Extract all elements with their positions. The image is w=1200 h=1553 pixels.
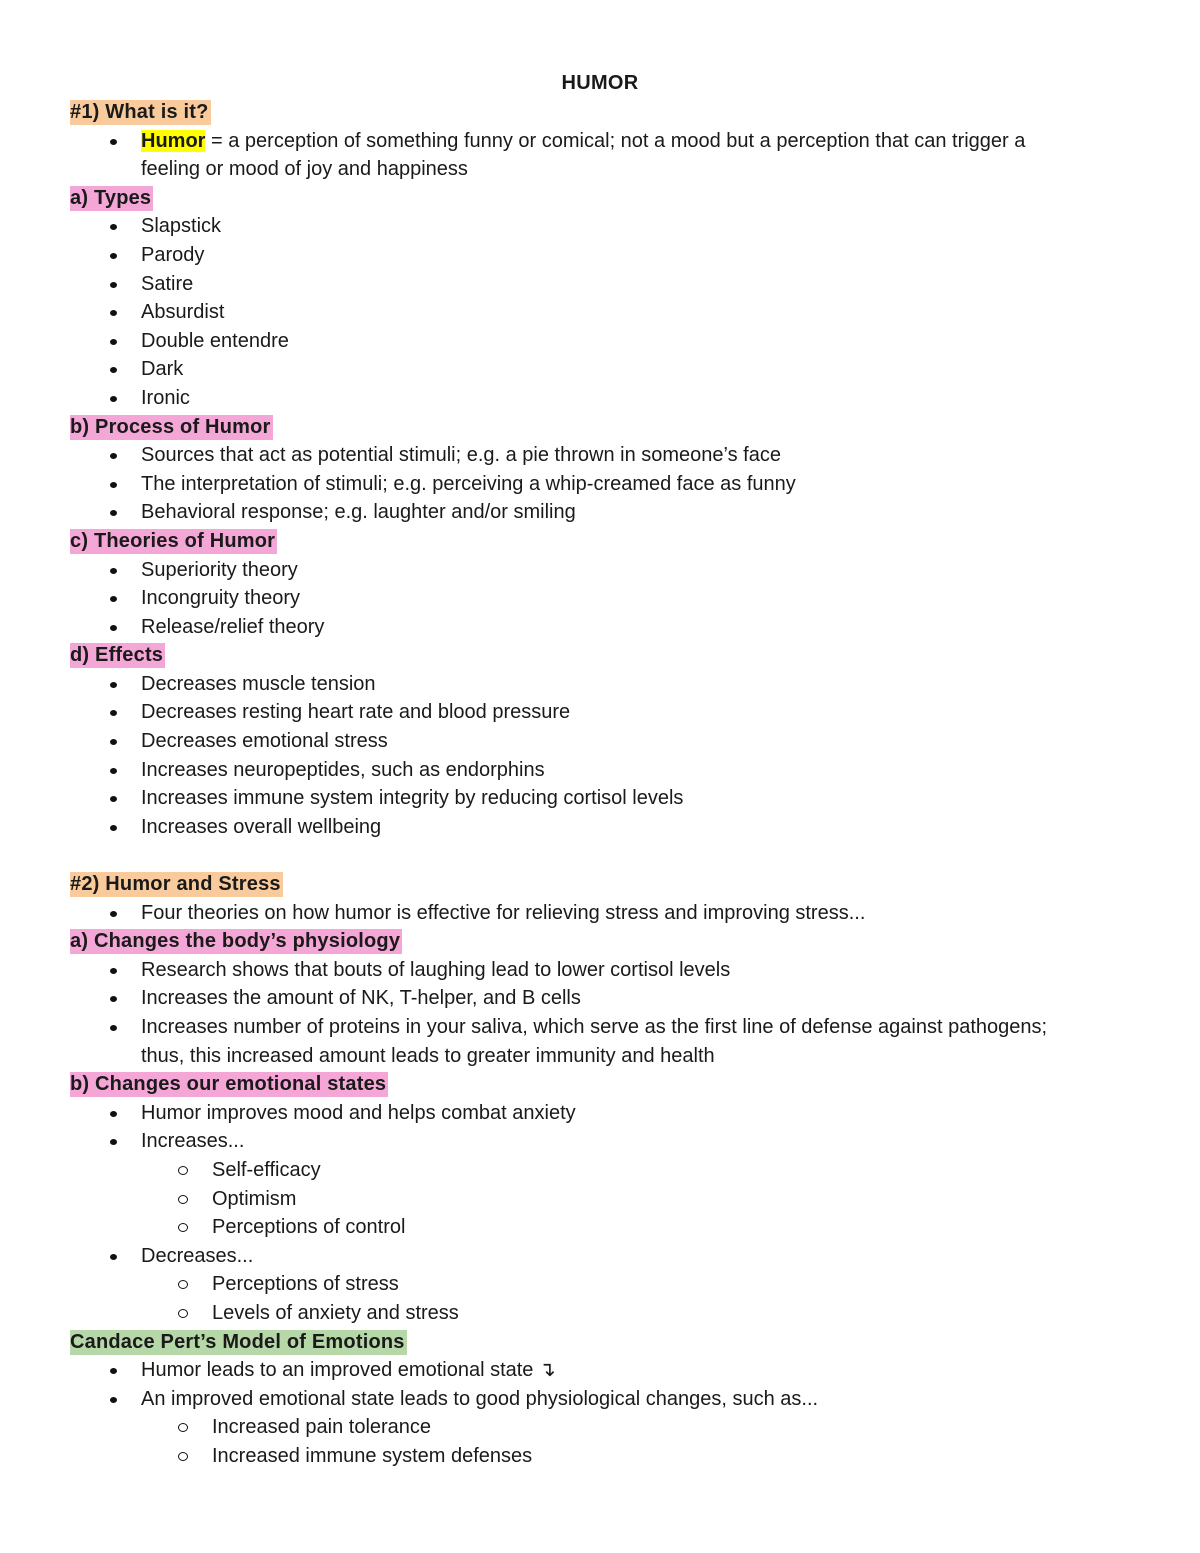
- humor-term: Humor: [141, 129, 206, 152]
- list-item: Increases...: [70, 1127, 1130, 1156]
- list-item: Ironic: [70, 384, 1130, 413]
- sub-list-item: Self-efficacy: [70, 1156, 1130, 1185]
- definition-item: Humor = a perception of something funny or comical; not a mood but a perception that can trigger a: [70, 127, 1130, 156]
- blank-line: [70, 841, 1130, 870]
- list-item: Release/relief theory: [70, 613, 1130, 642]
- list-item: The interpretation of stimuli; e.g. perceiving a whip-creamed face as funny: [70, 470, 1130, 499]
- definition-continuation: feeling or mood of joy and happiness: [141, 158, 468, 181]
- list-item: Satire: [70, 270, 1130, 299]
- sub-list-item: Optimism: [70, 1185, 1130, 1214]
- process-heading: b) Process of Humor: [70, 415, 271, 438]
- theories-heading: c) Theories of Humor: [70, 529, 276, 552]
- list-item: Four theories on how humor is effective for relieving stress and improving stress...: [70, 899, 1130, 928]
- list-item-continuation: thus, this increased amount leads to greater immunity and health: [141, 1044, 715, 1067]
- types-heading: a) Types: [70, 186, 152, 209]
- list-item: Incongruity theory: [70, 584, 1130, 613]
- list-item: Increases the amount of NK, T-helper, and B cells: [70, 984, 1130, 1013]
- pert-model-heading: Candace Pert’s Model of Emotions: [70, 1330, 405, 1353]
- section-1-heading: #1) What is it?: [70, 101, 209, 123]
- list-item: Slapstick: [70, 212, 1130, 241]
- list-item: Humor leads to an improved emotional state ↴: [70, 1356, 1130, 1385]
- list-item: Dark: [70, 355, 1130, 384]
- list-item: Decreases resting heart rate and blood pressure: [70, 698, 1130, 727]
- list-item: Behavioral response; e.g. laughter and/or smiling: [70, 498, 1130, 527]
- list-item: Research shows that bouts of laughing lead to lower cortisol levels: [70, 956, 1130, 985]
- sub-list-item: Perceptions of control: [70, 1213, 1130, 1242]
- list-item: Increases immune system integrity by reducing cortisol levels: [70, 784, 1130, 813]
- list-item: Increases neuropeptides, such as endorphins: [70, 756, 1130, 785]
- sub-list-item: Levels of anxiety and stress: [70, 1299, 1130, 1328]
- effects-heading: d) Effects: [70, 644, 164, 667]
- document-title: HUMOR: [561, 72, 639, 94]
- list-item: Sources that act as potential stimuli; e.g. a pie thrown in someone’s face: [70, 441, 1130, 470]
- sub-list-item: Increased immune system defenses: [70, 1442, 1130, 1471]
- document-page: [70, 68, 1130, 1471]
- section-2-heading: #2) Humor and Stress: [70, 873, 281, 896]
- list-item: Double entendre: [70, 327, 1130, 356]
- list-item: Absurdist: [70, 298, 1130, 327]
- sub-list-item: Increased pain tolerance: [70, 1413, 1130, 1442]
- list-item: Decreases muscle tension: [70, 670, 1130, 699]
- list-item: Decreases...: [70, 1242, 1130, 1271]
- list-item: Superiority theory: [70, 556, 1130, 585]
- list-item: An improved emotional state leads to good physiological changes, such as...: [70, 1385, 1130, 1414]
- list-item: Parody: [70, 241, 1130, 270]
- physiology-heading: a) Changes the body’s physiology: [70, 930, 401, 953]
- list-item: Decreases emotional stress: [70, 727, 1130, 756]
- emotional-states-heading: b) Changes our emotional states: [70, 1073, 387, 1096]
- sub-list-item: Perceptions of stress: [70, 1270, 1130, 1299]
- list-item: Increases number of proteins in your saliva, which serve as the first line of defense against pathogens;: [70, 1013, 1130, 1042]
- list-item: Increases overall wellbeing: [70, 813, 1130, 842]
- list-item: Humor improves mood and helps combat anxiety: [70, 1099, 1130, 1128]
